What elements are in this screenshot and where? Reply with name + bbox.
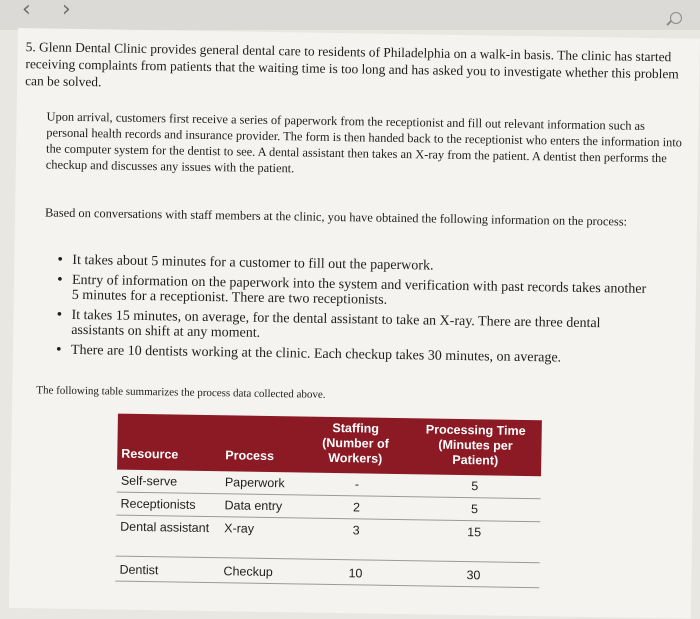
cell-time: 5 [471, 479, 479, 494]
cell-resource: Receptionists [120, 496, 196, 512]
process-bullet-list [53, 253, 655, 372]
table-intro: The following table summarizes the process data collected above. [36, 384, 326, 401]
bullet-item: • It takes 15 minutes, on average, for the dental assistant to take an X-ray. There are three dental assistants on shift at any moment. [53, 308, 653, 347]
cell-time: 30 [466, 568, 481, 583]
cell-staffing: 3 [352, 523, 360, 538]
process-description: Upon arrival, customers first receive a series of paperwork from the receptionist and fill out relevant information such as personal health records and insurance provider. The form is then handed back to the receptionist who enters the information into the computer system for the dentist to see. A dental assistant then takes an X-ray from the patient. A dentist then performs the checkup and discusses any issues with the patient. [45, 109, 683, 176]
cell-process: Data entry [224, 498, 283, 514]
table-header [117, 414, 542, 477]
cell-staffing: - [354, 477, 360, 492]
header-staffing: Staffing (Number of Workers) [322, 420, 389, 466]
bullet-item: • Entry of information on the paperwork into the system and verification with past records takes another 5 minutes for a receptionist. There are two receptionists. [54, 273, 654, 312]
cell-staffing: 2 [352, 500, 361, 515]
header-processing-time: Processing Time (Minutes per Patient) [425, 422, 526, 468]
bullet-item: • There are 10 dentists working at the clinic. Each checkup takes 30 minutes, on average. [53, 343, 653, 367]
cell-process: Checkup [223, 564, 273, 580]
cell-process: X-ray [224, 521, 255, 536]
cell-time: 15 [467, 525, 482, 540]
forward-arrow-icon[interactable]: › [62, 0, 71, 22]
question-heading: 5. Glenn Dental Clinic provides general dental care to residents of Philadelphia on a walk-in basis. The clinic has started receiving complaints from patients that the waiting time is too long and has asked you to investigate whether this problem can be solved. [25, 39, 679, 90]
cell-resource: Self-serve [120, 473, 178, 489]
header-resource: Resource [121, 446, 179, 462]
cell-resource: Dentist [119, 562, 159, 578]
cell-staffing: 10 [348, 566, 363, 581]
table-row [116, 516, 541, 564]
info-intro: Based on conversations with staff members at the clinic, you have obtained the following information on the process: [44, 205, 628, 229]
header-process: Process [225, 448, 275, 464]
document-page [9, 28, 700, 619]
table-row [115, 557, 539, 589]
viewer-toolbar [0, 0, 700, 30]
cell-resource: Dental assistant [120, 519, 210, 536]
cell-process: Paperwork [224, 475, 285, 491]
cell-time: 5 [470, 502, 479, 517]
process-data-table [115, 414, 542, 589]
search-icon[interactable] [670, 12, 682, 24]
back-arrow-icon[interactable]: ‹ [22, 0, 31, 22]
bullet-item: • It takes about 5 minutes for a customer to fill out the paperwork. [54, 253, 654, 277]
